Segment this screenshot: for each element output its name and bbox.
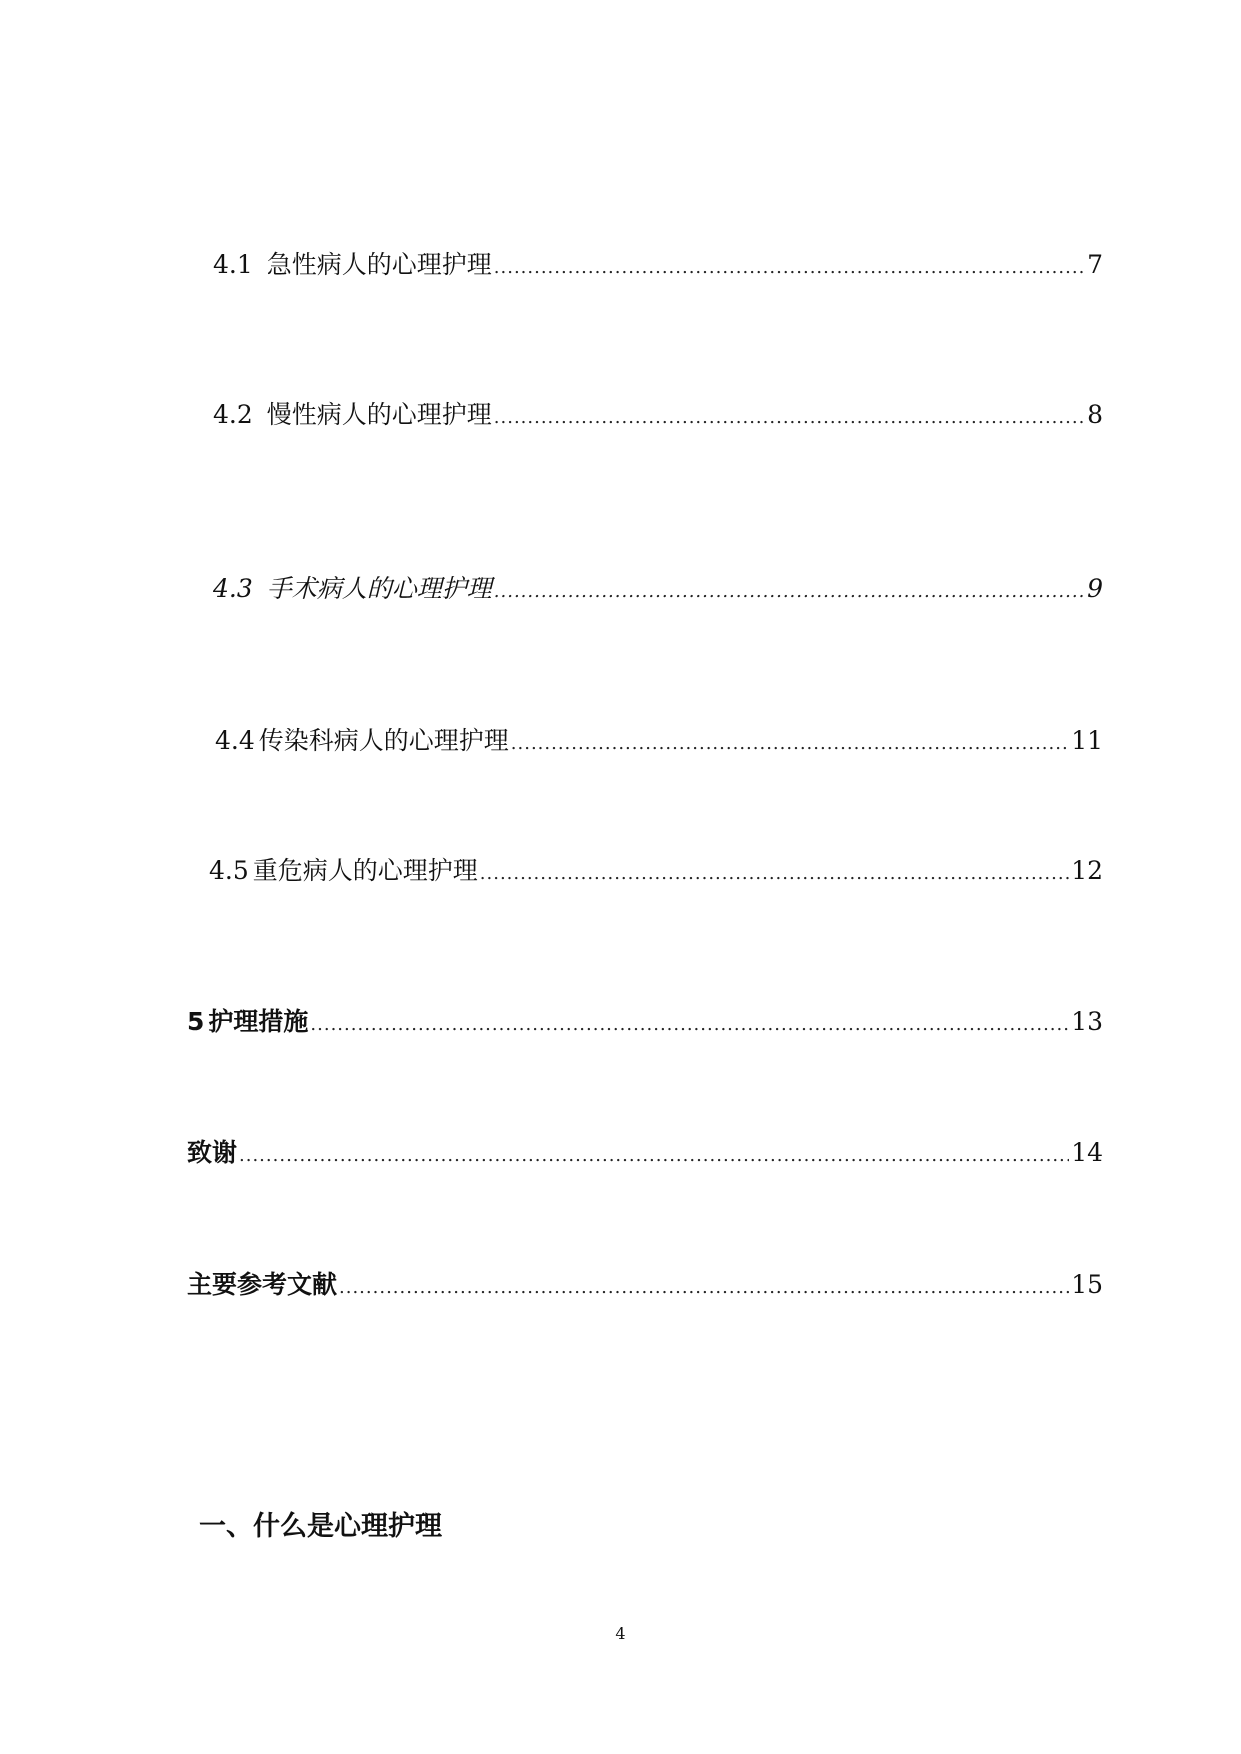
toc-dot-leader	[494, 253, 1085, 283]
toc-entry-4-4[interactable]	[215, 726, 1103, 759]
toc-dot-leader	[310, 1010, 1069, 1040]
toc-entry-title: 致谢	[187, 1138, 238, 1167]
toc-entry-5[interactable]	[187, 1007, 1103, 1040]
toc-entry-number: 4.5	[209, 856, 249, 885]
toc-entry-number: 4.4	[215, 726, 255, 755]
toc-entry-title: 护理措施	[208, 1007, 309, 1036]
toc-entry-page: 11	[1071, 726, 1103, 755]
toc-entry-acknowledgements[interactable]	[187, 1138, 1103, 1171]
toc-entry-title: 慢性病人的心理护理	[266, 400, 492, 429]
toc-dot-leader	[494, 577, 1085, 607]
page-number: 4	[615, 1624, 626, 1643]
toc-entry-page: 7	[1087, 250, 1103, 279]
toc-dot-leader	[239, 1141, 1069, 1171]
toc-entry-4-5[interactable]	[209, 856, 1103, 889]
toc-entry-4-2[interactable]	[213, 400, 1103, 433]
toc-dot-leader	[339, 1273, 1069, 1303]
toc-entry-4-1[interactable]	[213, 250, 1103, 283]
section-heading: 一、什么是心理护理	[199, 1511, 442, 1542]
toc-entry-page: 13	[1071, 1007, 1103, 1036]
toc-entry-page: 14	[1071, 1138, 1103, 1167]
toc-entry-page: 8	[1087, 400, 1103, 429]
toc-entry-number: 5	[187, 1007, 205, 1036]
toc-entry-number: 4.1	[213, 250, 253, 279]
toc-dot-leader	[480, 859, 1069, 889]
toc-entry-title: 传染科病人的心理护理	[258, 726, 509, 755]
toc-entry-page: 15	[1071, 1270, 1103, 1299]
toc-entry-title: 重危病人的心理护理	[252, 856, 478, 885]
toc-entry-title: 急性病人的心理护理	[266, 250, 492, 279]
toc-dot-leader	[494, 403, 1085, 433]
toc-entry-number: 4.2	[213, 400, 253, 429]
toc-entry-number: 4.3	[213, 574, 253, 603]
toc-entry-page: 9	[1087, 574, 1103, 603]
toc-entry-page: 12	[1071, 856, 1103, 885]
toc-entry-title: 主要参考文献	[187, 1270, 338, 1299]
toc-entry-4-3[interactable]	[213, 574, 1103, 607]
toc-dot-leader	[511, 729, 1069, 759]
toc-entry-references[interactable]	[187, 1270, 1103, 1303]
toc-entry-title: 手术病人的心理护理	[266, 574, 492, 603]
